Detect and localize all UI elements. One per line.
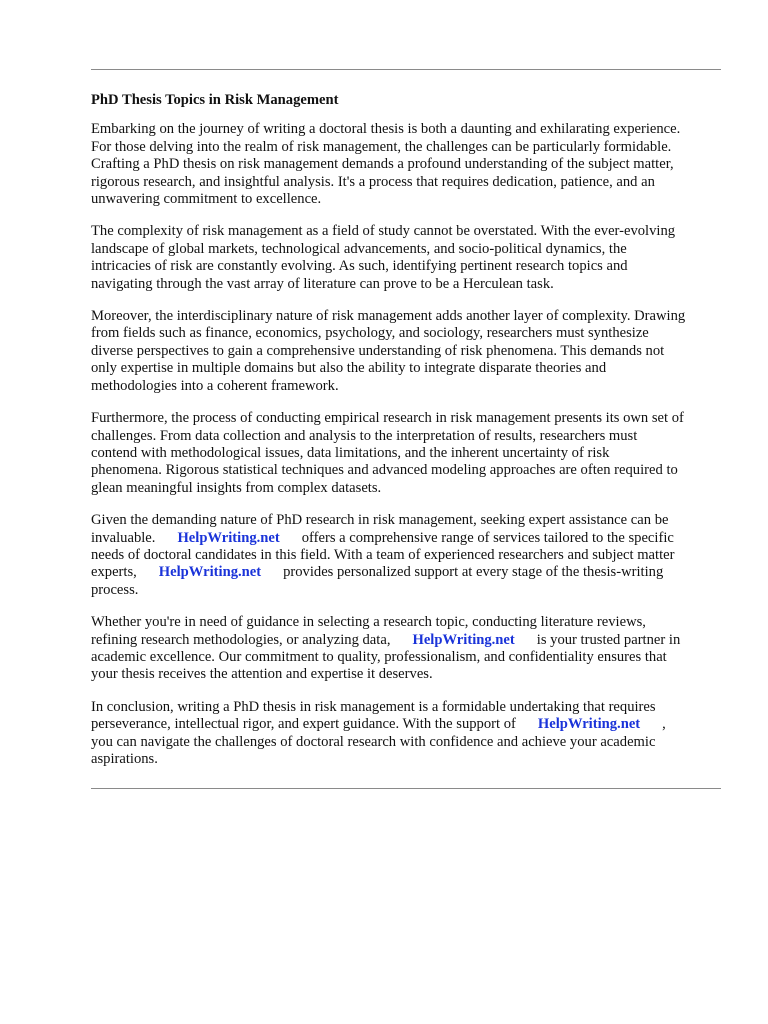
- helpwriting-link[interactable]: HelpWriting.net: [177, 529, 280, 546]
- text-fragment: is your trusted partner in: [536, 631, 681, 648]
- text-fragment: invaluable.: [91, 529, 156, 546]
- text-line: glean meaningful insights from complex datasets.: [91, 479, 382, 496]
- text-fragment: perseverance, intellectual rigor, and expert guidance. With the support of: [91, 716, 516, 733]
- text-line: The complexity of risk management as a field of study cannot be overstated. With the ever-evolving: [91, 223, 676, 240]
- text-line: Embarking on the journey of writing a doctoral thesis is both a daunting and exhilarating experience.: [91, 121, 681, 138]
- text-fragment: offers a comprehensive range of services tailored to the specific: [301, 529, 674, 546]
- text-line: In conclusion, writing a PhD thesis in risk management is a formidable undertaking that requires: [91, 698, 656, 715]
- text-line-with-link: [91, 716, 727, 733]
- text-line: landscape of global markets, technological advancements, and socio-political dynamics, the: [91, 240, 627, 257]
- helpwriting-link[interactable]: HelpWriting.net: [537, 716, 641, 733]
- helpwriting-link[interactable]: HelpWriting.net: [412, 631, 515, 648]
- document-body: [91, 92, 727, 783]
- text-line: unwavering commitment to excellence.: [91, 191, 322, 208]
- bottom-divider: [91, 788, 721, 789]
- text-line: academic excellence. Our commitment to quality, professionalism, and confidentiality ensures that: [91, 648, 667, 665]
- text-line: navigating through the vast array of literature can prove to be a Herculean task.: [91, 275, 554, 292]
- text-line: only expertise in multiple domains but also the ability to integrate disparate theories and: [91, 360, 607, 377]
- text-line-with-link: [91, 632, 727, 649]
- text-fragment: provides personalized support at every stage of the thesis-writing: [283, 564, 664, 581]
- text-fragment: refining research methodologies, or analyzing data,: [91, 631, 391, 648]
- text-line: needs of doctoral candidates in this field. With a team of experienced researchers and subject matter: [91, 546, 675, 563]
- text-line: you can navigate the challenges of doctoral research with confidence and achieve your academic: [91, 733, 656, 750]
- paragraph-3: [91, 308, 727, 395]
- text-line: Given the demanding nature of PhD research in risk management, seeking expert assistance can be: [91, 512, 669, 529]
- text-line-with-link: [91, 564, 727, 581]
- text-fragment: experts,: [91, 564, 137, 581]
- paragraph-2: [91, 223, 727, 293]
- text-line: challenges. From data collection and analysis to the interpretation of results, researchers must: [91, 427, 638, 444]
- paragraph-1: [91, 121, 727, 208]
- text-line: methodologies into a coherent framework.: [91, 377, 339, 394]
- text-line: diverse perspectives to gain a comprehensive understanding of risk phenomena. This demands not: [91, 342, 665, 359]
- top-divider: [91, 69, 721, 70]
- text-line: phenomena. Rigorous statistical techniques and advanced modeling approaches are often required to: [91, 462, 678, 479]
- paragraph-6: [91, 614, 727, 684]
- paragraph-7: [91, 699, 727, 769]
- helpwriting-link[interactable]: HelpWriting.net: [158, 564, 262, 581]
- paragraph-5: [91, 512, 727, 599]
- text-line: rigorous research, and insightful analysis. It's a process that requires dedication, patience, and an: [91, 173, 655, 190]
- text-line: from fields such as finance, economics, psychology, and sociology, researchers must synthesize: [91, 325, 649, 342]
- text-line: Whether you're in need of guidance in selecting a research topic, conducting literature reviews,: [91, 614, 646, 631]
- text-line: aspirations.: [91, 751, 158, 767]
- text-line: process.: [91, 581, 139, 598]
- text-line: Moreover, the interdisciplinary nature of risk management adds another layer of complexity. Drawing: [91, 308, 686, 325]
- text-line: For those delving into the realm of risk management, the challenges can be particularly formidable.: [91, 138, 672, 155]
- text-line: Furthermore, the process of conducting empirical research in risk management presents its own set of: [91, 410, 684, 427]
- document-title: PhD Thesis Topics in Risk Management: [91, 92, 339, 108]
- text-line-with-link: [91, 530, 727, 547]
- text-line: Crafting a PhD thesis on risk management demands a profound understanding of the subject matter,: [91, 156, 674, 173]
- text-line: your thesis receives the attention and expertise it deserves.: [91, 666, 433, 683]
- text-line: contend with methodological issues, data limitations, and the inherent uncertainty of risk: [91, 444, 610, 461]
- text-fragment: ,: [662, 716, 666, 733]
- paragraph-4: [91, 410, 727, 497]
- text-line: intricacies of risk are constantly evolving. As such, identifying pertinent research topics and: [91, 258, 628, 275]
